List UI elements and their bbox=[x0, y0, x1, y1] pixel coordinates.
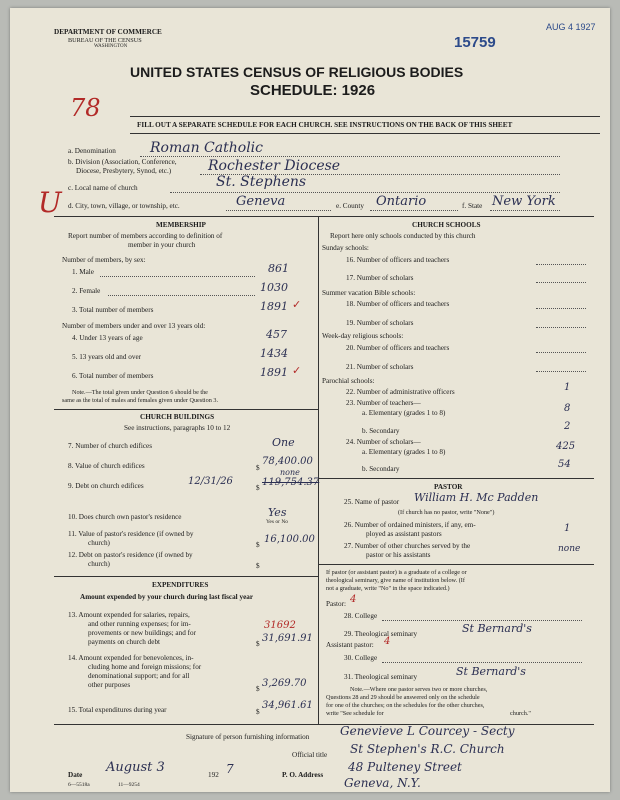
q26-value: 1 bbox=[564, 523, 571, 534]
q29-label: 29. Theological seminary bbox=[344, 630, 418, 638]
form-title: UNITED STATES CENSUS OF RELIGIOUS BODIES bbox=[130, 64, 464, 80]
local-name-label: c. Local name of church bbox=[68, 184, 138, 192]
pastor-note-5: church." bbox=[510, 710, 531, 717]
signature-value: Genevieve L Courcey - Secty bbox=[340, 724, 515, 738]
q27-label-2: pastor or his assistants bbox=[366, 551, 431, 559]
q6-label: 6. Total number of members bbox=[72, 372, 154, 380]
division-label-2: Diocese, Presbytery, Synod, etc.) bbox=[76, 167, 172, 175]
q9-value: 119,754.37 bbox=[262, 477, 320, 488]
q15-dollar: $ bbox=[256, 708, 260, 716]
q26-label-2: ployed as assistant pastors bbox=[366, 530, 442, 538]
assistant-red-mark: 4 bbox=[384, 636, 391, 647]
membership-heading: MEMBERSHIP bbox=[156, 221, 206, 229]
q30-label: 30. College bbox=[344, 654, 378, 662]
pastor-note-3: for one of the churches; on the schedules for the other churches, bbox=[326, 702, 485, 709]
q31-value: St Bernard's bbox=[456, 665, 526, 678]
q20-label: 20. Number of officers and teachers bbox=[346, 344, 450, 352]
schedule-title: SCHEDULE: 1926 bbox=[250, 82, 376, 99]
q25-value: William H. Mc Padden bbox=[414, 491, 539, 504]
q13-line-4: payments on church debt bbox=[88, 638, 161, 646]
q4-label: 4. Under 13 years of age bbox=[72, 334, 143, 342]
q12-label: 12. Debt on pastor's residence (if owned by bbox=[68, 551, 193, 559]
red-u-mark: U bbox=[38, 186, 62, 219]
q19-label: 19. Number of scholars bbox=[346, 319, 414, 327]
q27-value: none bbox=[558, 544, 581, 554]
received-stamp: AUG 4 1927 bbox=[546, 22, 596, 32]
header-rule-2 bbox=[130, 133, 600, 134]
address-value-2: Geneva, N.Y. bbox=[344, 776, 421, 790]
state-value: New York bbox=[492, 194, 556, 209]
weekday-label: Week-day religious schools: bbox=[322, 332, 404, 340]
expenditures-heading: EXPENDITURES bbox=[152, 581, 209, 589]
by-sex-label: Number of members, by sex: bbox=[62, 256, 146, 264]
q1-label: 1. Male bbox=[72, 268, 94, 276]
q7-label: 7. Number of church edifices bbox=[68, 442, 153, 450]
q31-label: 31. Theological seminary bbox=[344, 673, 418, 681]
city-value: Geneva bbox=[236, 194, 286, 209]
graduate-note-3: not a graduate, write "No" in the space indicated.) bbox=[326, 585, 450, 592]
date-value: August 3 bbox=[106, 760, 165, 775]
q10-label: 10. Does church own pastor's residence bbox=[68, 513, 182, 521]
q8-label: 8. Value of church edifices bbox=[68, 462, 145, 470]
official-title-label: Official title bbox=[292, 751, 328, 759]
q13-dollar: $ bbox=[256, 640, 260, 648]
q26-label: 26. Number of ordained ministers, if any, em- bbox=[344, 521, 476, 529]
local-name-value: St. Stephens bbox=[216, 174, 307, 190]
q3-label: 3. Total number of members bbox=[72, 306, 154, 314]
year-prefix: 192 bbox=[208, 771, 219, 779]
membership-note: Note.—The total given under Question 6 should be the bbox=[72, 389, 208, 396]
q13-value: 31,691.91 bbox=[262, 633, 313, 644]
q22-value: 1 bbox=[564, 382, 571, 393]
pastor-label: Pastor: bbox=[326, 600, 346, 608]
q15-value: 34,961.61 bbox=[262, 700, 313, 711]
q7-value: One bbox=[272, 436, 295, 449]
q24a-label: a. Elementary (grades 1 to 8) bbox=[362, 448, 446, 456]
assistant-label: Assistant pastor: bbox=[326, 641, 374, 649]
q23a-value: 8 bbox=[564, 403, 571, 414]
q14-line-2: cluding home and foreign missions; for bbox=[88, 663, 202, 671]
city-label: d. City, town, village, or township, etc. bbox=[68, 202, 180, 210]
q9-dollar: $ bbox=[256, 484, 260, 492]
q16-label: 16. Number of officers and teachers bbox=[346, 256, 450, 264]
sunday-label: Sunday schools: bbox=[322, 244, 369, 252]
q24-label: 24. Number of scholars— bbox=[346, 438, 421, 446]
date-label: Date bbox=[68, 771, 83, 779]
q25-label: 25. Name of pastor bbox=[344, 498, 400, 506]
q11-dollar: $ bbox=[256, 541, 260, 549]
q3-check: ✓ bbox=[292, 298, 302, 311]
division-value: Rochester Diocese bbox=[208, 158, 341, 174]
address-label: P. O. Address bbox=[282, 771, 324, 779]
print-number: 11—9254 bbox=[118, 782, 140, 788]
q23-label: 23. Number of teachers— bbox=[346, 399, 421, 407]
q8-dollar: $ bbox=[256, 464, 260, 472]
q29-value: St Bernard's bbox=[462, 622, 532, 635]
division-label: b. Division (Association, Conference, bbox=[68, 158, 177, 166]
q6-check: ✓ bbox=[292, 364, 302, 377]
q1-value: 861 bbox=[268, 262, 289, 275]
membership-intro: Report number of members according to definition of bbox=[68, 232, 223, 240]
q28-label: 28. College bbox=[344, 612, 378, 620]
official-title-value: St Stephen's R.C. Church bbox=[350, 742, 505, 756]
dept-heading: DEPARTMENT OF COMMERCE bbox=[54, 28, 162, 36]
instruction-line: FILL OUT A SEPARATE SCHEDULE FOR EACH CHURCH. SEE INSTRUCTIONS ON THE BACK OF THIS SHEET bbox=[137, 121, 513, 129]
state-label: f. State bbox=[462, 202, 483, 210]
pastor-red-mark: 4 bbox=[350, 594, 357, 605]
pastor-note-1: Note.—Where one pastor serves two or more churches, bbox=[350, 686, 488, 693]
q25-sub: (If church has no pastor, write "None") bbox=[398, 509, 495, 516]
q23b-label: b. Secondary bbox=[362, 427, 400, 435]
q10-value: Yes bbox=[268, 506, 287, 519]
q12-dollar: $ bbox=[256, 562, 260, 570]
bureau-heading: BUREAU OF THE CENSUS bbox=[68, 37, 142, 44]
by-age-label: Number of members under and over 13 years old: bbox=[62, 322, 206, 330]
q14-line-1: 14. Amount expended for benevolences, in- bbox=[68, 654, 194, 662]
graduate-note-2: theological seminary, give name of institution below. (If bbox=[326, 577, 465, 584]
q2-label: 2. Female bbox=[72, 287, 101, 295]
q12-label-2: church) bbox=[88, 560, 110, 568]
buildings-heading: CHURCH BUILDINGS bbox=[140, 413, 215, 421]
q6-value: 1891 bbox=[260, 366, 288, 379]
q9-label: 9. Debt on church edifices bbox=[68, 482, 144, 490]
q5-label: 5. 13 years old and over bbox=[72, 353, 142, 361]
q10-sub: Yes or No bbox=[266, 519, 289, 525]
q14-line-4: other purposes bbox=[88, 681, 131, 689]
pastor-note-4: write "See schedule for bbox=[326, 710, 384, 717]
q21-label: 21. Number of scholars bbox=[346, 363, 414, 371]
q15-label: 15. Total expenditures during year bbox=[68, 706, 167, 714]
q27-label: 27. Number of other churches served by the bbox=[344, 542, 471, 550]
q14-dollar: $ bbox=[256, 685, 260, 693]
q3-value: 1891 bbox=[260, 300, 288, 313]
form-number: 6—5518a bbox=[68, 782, 90, 788]
q18-label: 18. Number of officers and teachers bbox=[346, 300, 450, 308]
red-number: 78 bbox=[70, 94, 101, 122]
county-value: Ontario bbox=[376, 194, 427, 209]
city-heading: WASHINGTON bbox=[94, 44, 128, 49]
schedule-number: 15759 bbox=[454, 34, 496, 51]
q13-line-1: 13. Amount expended for salaries, repairs, bbox=[68, 611, 190, 619]
year-suffix: 7 bbox=[226, 762, 234, 776]
q5-value: 1434 bbox=[260, 347, 288, 360]
q23b-value: 2 bbox=[564, 421, 571, 432]
q9-date: 12/31/26 bbox=[188, 476, 233, 487]
signature-label: Signature of person furnishing information bbox=[186, 733, 310, 741]
pastor-heading: PASTOR bbox=[434, 483, 463, 491]
q2-value: 1030 bbox=[260, 281, 288, 294]
denomination-value: Roman Catholic bbox=[150, 140, 263, 156]
q22-label: 22. Number of administrative officers bbox=[346, 388, 455, 396]
q9-none: none bbox=[280, 468, 300, 477]
q8-value: 78,400.00 bbox=[262, 456, 313, 467]
q11-label: 11. Value of pastor's residence (if owned by bbox=[68, 530, 194, 538]
q23a-label: a. Elementary (grades 1 to 8) bbox=[362, 409, 446, 417]
summer-label: Summer vacation Bible schools: bbox=[322, 289, 416, 297]
pastor-note-2: Questions 28 and 29 should be answered only on the schedule bbox=[326, 694, 480, 701]
membership-intro-2: member in your church bbox=[128, 241, 196, 249]
schools-heading: CHURCH SCHOOLS bbox=[412, 221, 481, 229]
parochial-label: Parochial schools: bbox=[322, 377, 375, 385]
census-schedule-page bbox=[10, 8, 610, 792]
column-divider bbox=[318, 216, 319, 724]
q11-value: 16,100.00 bbox=[264, 534, 315, 545]
q24b-label: b. Secondary bbox=[362, 465, 400, 473]
q13-red-note: 31692 bbox=[264, 620, 296, 631]
header-rule bbox=[130, 116, 600, 117]
expenditures-intro: Amount expended by your church during last fiscal year bbox=[80, 593, 254, 601]
graduate-note-1: If pastor (or assistant pastor) is a graduate of a college or bbox=[326, 569, 467, 576]
q14-value: 3,269.70 bbox=[262, 678, 307, 689]
denomination-label: a. Denomination bbox=[68, 147, 116, 155]
schools-intro: Report here only schools conducted by this church bbox=[330, 232, 476, 240]
q11-label-2: church) bbox=[88, 539, 110, 547]
q24b-value: 54 bbox=[558, 459, 571, 470]
q24a-value: 425 bbox=[556, 441, 576, 452]
buildings-sub: See instructions, paragraphs 10 to 12 bbox=[124, 424, 231, 432]
address-value: 48 Pulteney Street bbox=[348, 760, 462, 774]
q13-line-3: provements or new buildings; and for bbox=[88, 629, 196, 637]
q17-label: 17. Number of scholars bbox=[346, 274, 414, 282]
county-label: e. County bbox=[336, 202, 364, 210]
q4-value: 457 bbox=[266, 328, 287, 341]
q14-line-3: denominational support; and for all bbox=[88, 672, 190, 680]
q13-line-2: and other running expenses; for im- bbox=[88, 620, 191, 628]
membership-note-2: same as the total of males and females given under Question 3. bbox=[62, 397, 219, 404]
